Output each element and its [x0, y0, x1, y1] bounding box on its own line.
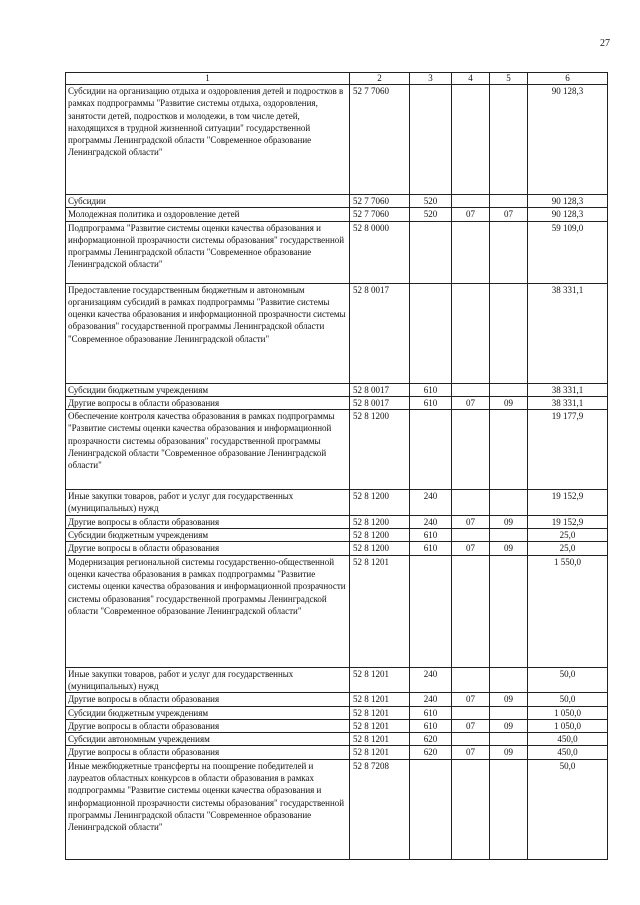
column-header: 5 — [490, 73, 528, 85]
subsection — [490, 555, 528, 667]
subsection: 09 — [490, 693, 528, 706]
amount: 450,0 — [528, 733, 608, 746]
target-code: 52 8 1201 — [350, 555, 410, 667]
amount: 59 109,0 — [528, 221, 608, 283]
row-name: Модернизация региональной системы государственно-общественной оценки качества образования в рамках подпрограммы "Развитие системы оценки качества образования и информационной прозрачности системы образования" государственной программы Ленинградской области "Современное образование Ленинградской области" — [66, 555, 350, 667]
section — [452, 555, 490, 667]
section — [452, 383, 490, 396]
amount: 50,0 — [528, 667, 608, 693]
section: 07 — [452, 515, 490, 528]
row-name: Субсидии бюджетным учреждениям — [66, 706, 350, 719]
row-name: Предоставление государственным бюджетным и автономным организациям субсидий в рамках подпрограммы "Развитие системы оценки качества образования и информационной прозрачности системы образования" государственной программы Ленинградской области "Современное образование Ленинградской области" — [66, 283, 350, 383]
column-header: 3 — [410, 73, 452, 85]
expense-type — [410, 410, 452, 490]
column-header: 4 — [452, 73, 490, 85]
expense-type: 620 — [410, 733, 452, 746]
target-code: 52 8 0017 — [350, 396, 410, 409]
table-row — [66, 396, 608, 409]
expense-type: 240 — [410, 667, 452, 693]
row-name: Субсидии бюджетным учреждениям — [66, 383, 350, 396]
row-name: Другие вопросы в области образования — [66, 515, 350, 528]
expense-type — [410, 759, 452, 859]
subsection — [490, 85, 528, 195]
column-header: 6 — [528, 73, 608, 85]
amount: 450,0 — [528, 746, 608, 759]
expense-type: 610 — [410, 706, 452, 719]
amount: 90 128,3 — [528, 208, 608, 221]
table-row — [66, 719, 608, 732]
amount: 19 152,9 — [528, 515, 608, 528]
budget-table — [65, 72, 608, 860]
target-code: 52 8 0000 — [350, 221, 410, 283]
subsection — [490, 706, 528, 719]
target-code: 52 7 7060 — [350, 85, 410, 195]
table-row — [66, 667, 608, 693]
expense-type: 610 — [410, 719, 452, 732]
row-name: Другие вопросы в области образования — [66, 719, 350, 732]
amount: 50,0 — [528, 759, 608, 859]
row-name: Подпрограмма "Развитие системы оценки качества образования и информационной прозрачности системы образования" государственной программы Ленинградской области "Современное образование Ленинградской области" — [66, 221, 350, 283]
row-name: Молодежная политика и оздоровление детей — [66, 208, 350, 221]
row-name: Другие вопросы в области образования — [66, 542, 350, 555]
table-row — [66, 208, 608, 221]
subsection: 09 — [490, 746, 528, 759]
section: 07 — [452, 746, 490, 759]
section: 07 — [452, 208, 490, 221]
column-header: 2 — [350, 73, 410, 85]
subsection — [490, 759, 528, 859]
target-code: 52 8 1200 — [350, 529, 410, 542]
table-row — [66, 693, 608, 706]
target-code: 52 8 1201 — [350, 706, 410, 719]
section: 07 — [452, 542, 490, 555]
table-row — [66, 221, 608, 283]
expense-type: 520 — [410, 195, 452, 208]
subsection — [490, 490, 528, 516]
expense-type: 610 — [410, 396, 452, 409]
expense-type: 620 — [410, 746, 452, 759]
row-name: Субсидии — [66, 195, 350, 208]
target-code: 52 8 1200 — [350, 542, 410, 555]
target-code: 52 8 1201 — [350, 746, 410, 759]
expense-type — [410, 85, 452, 195]
table-row — [66, 733, 608, 746]
section — [452, 490, 490, 516]
row-name: Другие вопросы в области образования — [66, 746, 350, 759]
expense-type: 520 — [410, 208, 452, 221]
expense-type: 610 — [410, 529, 452, 542]
amount: 50,0 — [528, 693, 608, 706]
table-row — [66, 542, 608, 555]
target-code: 52 7 7060 — [350, 195, 410, 208]
section — [452, 667, 490, 693]
row-name: Иные закупки товаров, работ и услуг для государственных (муниципальных) нужд — [66, 667, 350, 693]
column-header: 1 — [66, 73, 350, 85]
subsection: 09 — [490, 515, 528, 528]
amount: 90 128,3 — [528, 195, 608, 208]
subsection — [490, 195, 528, 208]
expense-type: 240 — [410, 490, 452, 516]
expense-type — [410, 221, 452, 283]
target-code: 52 8 1201 — [350, 667, 410, 693]
section — [452, 221, 490, 283]
row-name: Субсидии на организацию отдыха и оздоровления детей и подростков в рамках подпрограммы "Развитие системы отдыха, оздоровления, занятости детей, подростков и молодежи, в том числе детей, находящихся в трудной жизненной ситуации" государственной программы Ленинградской области "Современное образование Ленинградской области" — [66, 85, 350, 195]
target-code: 52 8 7208 — [350, 759, 410, 859]
table-row — [66, 410, 608, 490]
table-row — [66, 746, 608, 759]
table-row — [66, 759, 608, 859]
subsection: 09 — [490, 719, 528, 732]
section: 07 — [452, 396, 490, 409]
section — [452, 759, 490, 859]
subsection — [490, 529, 528, 542]
amount: 1 050,0 — [528, 706, 608, 719]
table-row — [66, 195, 608, 208]
row-name: Иные межбюджетные трансферты на поощрение победителей и лауреатов областных конкурсов в области образования в рамках подпрограммы "Развитие системы оценки качества образования и информационной прозрачности системы образования" государственной программы Ленинградской области "Современное образование Ленинградской области" — [66, 759, 350, 859]
table-row — [66, 85, 608, 195]
subsection — [490, 410, 528, 490]
subsection — [490, 221, 528, 283]
section — [452, 733, 490, 746]
section — [452, 85, 490, 195]
row-name: Субсидии автономным учреждениям — [66, 733, 350, 746]
table-row — [66, 490, 608, 516]
amount: 1 550,0 — [528, 555, 608, 667]
section: 07 — [452, 719, 490, 732]
expense-type: 240 — [410, 693, 452, 706]
table-row — [66, 515, 608, 528]
table-row — [66, 283, 608, 383]
section — [452, 410, 490, 490]
section — [452, 529, 490, 542]
row-name: Субсидии бюджетным учреждениям — [66, 529, 350, 542]
subsection — [490, 667, 528, 693]
expense-type: 240 — [410, 515, 452, 528]
row-name: Другие вопросы в области образования — [66, 396, 350, 409]
section: 07 — [452, 693, 490, 706]
expense-type — [410, 283, 452, 383]
section — [452, 706, 490, 719]
amount: 25,0 — [528, 542, 608, 555]
section — [452, 195, 490, 208]
target-code: 52 8 0017 — [350, 283, 410, 383]
target-code: 52 8 1200 — [350, 490, 410, 516]
target-code: 52 8 1200 — [350, 515, 410, 528]
target-code: 52 8 1200 — [350, 410, 410, 490]
amount: 38 331,1 — [528, 383, 608, 396]
amount: 38 331,1 — [528, 283, 608, 383]
row-name: Другие вопросы в области образования — [66, 693, 350, 706]
subsection: 09 — [490, 396, 528, 409]
target-code: 52 8 1201 — [350, 693, 410, 706]
target-code: 52 8 1201 — [350, 719, 410, 732]
table-header-row — [66, 73, 608, 85]
page-number: 27 — [600, 38, 610, 49]
row-name: Обеспечение контроля качества образования в рамках подпрограммы "Развитие системы оценки качества образования и информационной прозрачности системы образования" государственной программы Ленинградской области "Современное образование Ленинградской области" — [66, 410, 350, 490]
amount: 90 128,3 — [528, 85, 608, 195]
subsection: 09 — [490, 542, 528, 555]
subsection — [490, 283, 528, 383]
amount: 25,0 — [528, 529, 608, 542]
target-code: 52 8 1201 — [350, 733, 410, 746]
expense-type — [410, 555, 452, 667]
section — [452, 283, 490, 383]
row-name: Иные закупки товаров, работ и услуг для государственных (муниципальных) нужд — [66, 490, 350, 516]
subsection — [490, 733, 528, 746]
table-row — [66, 383, 608, 396]
amount: 19 177,9 — [528, 410, 608, 490]
expense-type: 610 — [410, 383, 452, 396]
subsection — [490, 383, 528, 396]
amount: 19 152,9 — [528, 490, 608, 516]
amount: 1 050,0 — [528, 719, 608, 732]
target-code: 52 8 0017 — [350, 383, 410, 396]
table-row — [66, 529, 608, 542]
amount: 38 331,1 — [528, 396, 608, 409]
target-code: 52 7 7060 — [350, 208, 410, 221]
subsection: 07 — [490, 208, 528, 221]
table-row — [66, 555, 608, 667]
expense-type: 610 — [410, 542, 452, 555]
table-row — [66, 706, 608, 719]
